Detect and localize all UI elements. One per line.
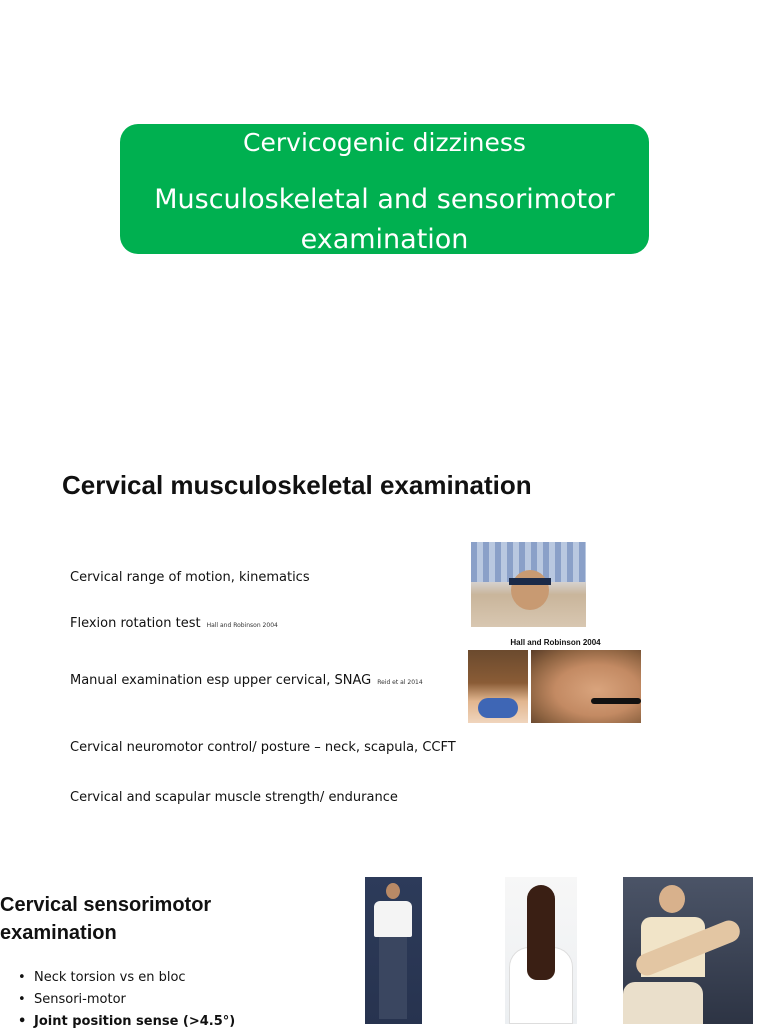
list-item (70, 740, 456, 755)
list-item-text: Cervical range of motion, kinematics (70, 570, 310, 585)
slide-title: Cervicogenic dizziness (243, 128, 526, 157)
list-item (70, 790, 398, 805)
head-back-view-photo (505, 877, 577, 1024)
reference-citation: Hall and Robinson 2004 (206, 622, 278, 629)
section-heading-sensorimotor: Cervical sensorimotor examination (0, 894, 212, 944)
seated-joint-position-test-photo (623, 877, 753, 1024)
list-item (70, 570, 310, 585)
bullet-text: Joint position sense (>4.5°) (34, 1014, 236, 1029)
list-item-text: Cervical and scapular muscle strength/ endurance (70, 790, 398, 805)
list-item-text: Flexion rotation test (70, 616, 201, 631)
title-banner (120, 124, 649, 254)
snag-photo-left (468, 650, 528, 723)
bullet-text: Neck torsion vs en bloc (34, 970, 186, 985)
bullet-item (18, 992, 126, 1007)
flexion-rotation-test-photo (471, 542, 586, 627)
bullet-item (18, 970, 186, 985)
photo-caption: Hall and Robinson 2004 (510, 638, 601, 647)
snag-photo-right (531, 650, 641, 723)
section-heading-musculoskeletal: Cervical musculoskeletal examination (62, 470, 532, 500)
standing-posture-photo (365, 877, 422, 1024)
slide-subtitle: Musculoskeletal and sensorimotor examination (154, 184, 615, 255)
bullet-icon: • (18, 970, 26, 985)
list-item (70, 616, 278, 631)
bullet-item (18, 1014, 235, 1029)
list-item (70, 673, 423, 688)
bullet-icon: • (18, 992, 26, 1007)
bullet-text: Sensori-motor (34, 992, 126, 1007)
bullet-icon: • (18, 1014, 27, 1029)
reference-citation: Reid et al 2014 (377, 679, 423, 686)
list-item-text: Cervical neuromotor control/ posture – neck, scapula, CCFT (70, 740, 456, 755)
list-item-text: Manual examination esp upper cervical, SNAG (70, 673, 372, 688)
